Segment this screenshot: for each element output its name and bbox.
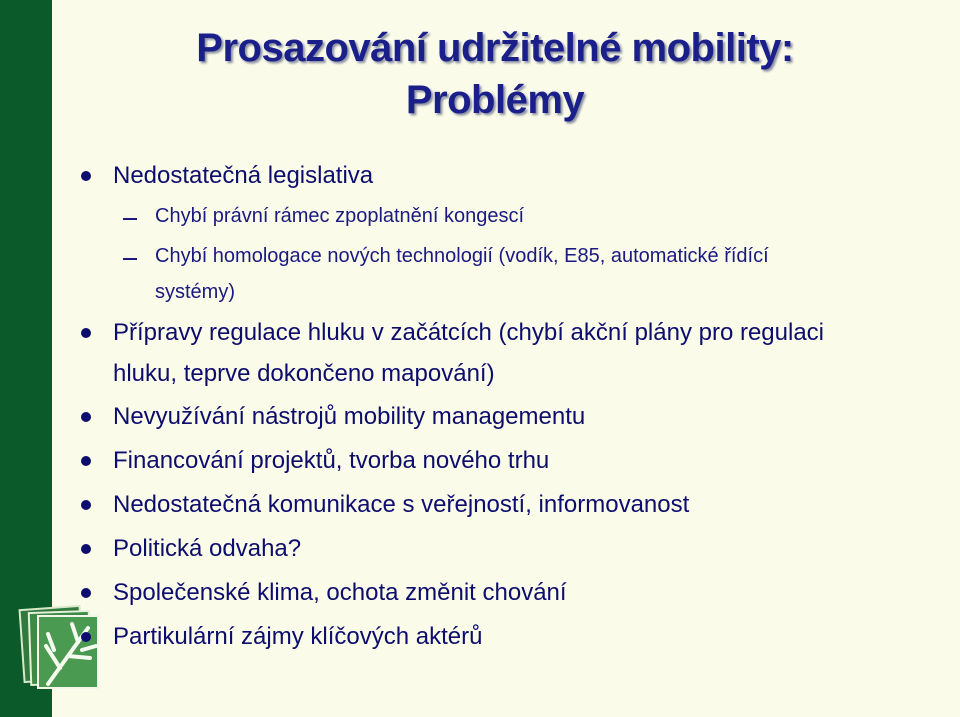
title-line-1: Prosazování udržitelné mobility: xyxy=(196,26,794,70)
list-item: Financování projektů, tvorba nového trhu xyxy=(113,447,550,474)
bullet-icon xyxy=(81,632,91,642)
list-item-continuation: hluku, teprve dokončeno mapování) xyxy=(113,360,495,387)
list-item: Chybí právní rámec zpoplatnění kongescí xyxy=(155,205,525,227)
list-item: Partikulární zájmy klíčových aktérů xyxy=(113,623,483,650)
list-item: Společenské klima, ochota změnit chování xyxy=(113,579,567,606)
bullet-icon xyxy=(81,412,91,422)
bullet-icon xyxy=(81,171,91,181)
bullet-icon xyxy=(81,544,91,554)
list-item: Nedostatečná komunikace s veřejností, informovanost xyxy=(113,491,690,518)
bullet-icon xyxy=(81,500,91,510)
bullet-icon xyxy=(81,328,91,338)
list-item: Nevyužívání nástrojů mobility managementu xyxy=(113,403,586,430)
bullet-icon xyxy=(81,588,91,598)
list-item: Přípravy regulace hluku v začátcích (chybí akční plány pro regulaci xyxy=(113,319,825,346)
list-item-continuation: systémy) xyxy=(155,281,235,303)
list-item: Nedostatečná legislativa xyxy=(113,162,374,189)
dash-icon xyxy=(123,218,137,220)
title-line-2: Problémy xyxy=(405,78,585,122)
bullet-icon xyxy=(81,456,91,466)
list-item: Chybí homologace nových technologií (vodík, E85, automatické řídící xyxy=(155,245,769,267)
dash-icon xyxy=(123,258,137,260)
list-item: Politická odvaha? xyxy=(113,535,302,562)
